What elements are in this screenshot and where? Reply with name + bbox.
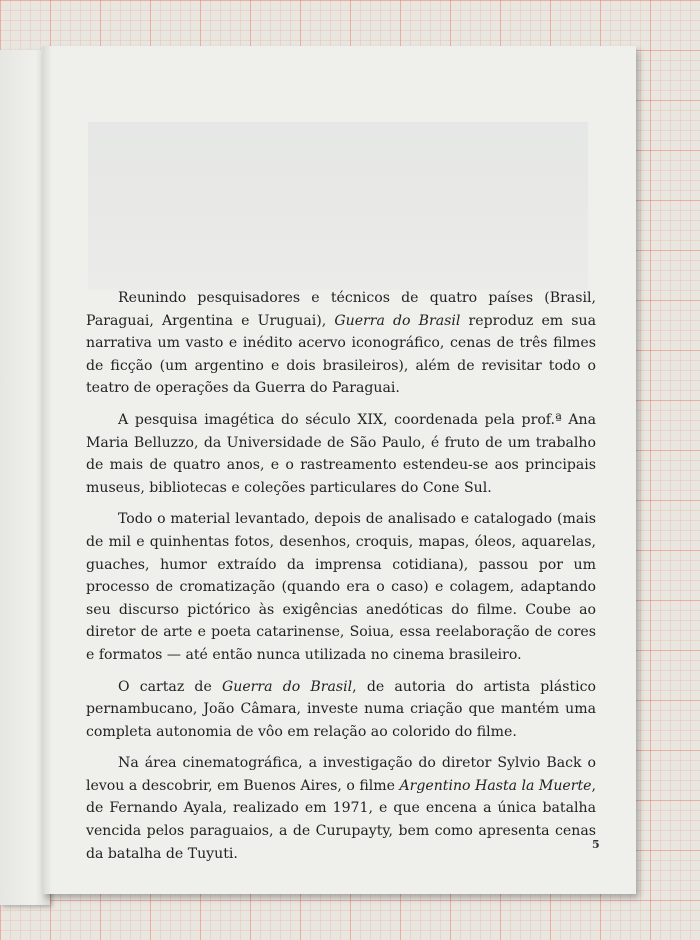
film-title: Argentino Hasta la Muerte bbox=[399, 777, 592, 794]
film-title: Guerra do Brasil bbox=[334, 312, 461, 329]
page-gutter-shadow bbox=[42, 46, 52, 894]
paragraph-3: Todo o material levantado, depois de analisado e catalogado (mais de mil e quinhentas fotos, desenhos, croquis, mapas, óleos, aquarelas, guaches, humor extraído da imprensa cotidiana), passou por um processo de cromatização (quando era o caso) e colagem, adaptando seu discurso pictórico às exigências anedóticas do filme. Coube ao diretor de arte e poeta catarinense, Soiua, essa reelaboração de cores e formatos — até então nunca utilizada no cinema brasileiro. bbox=[86, 511, 596, 663]
body-text bbox=[86, 287, 596, 874]
paragraph-2: A pesquisa imagética do século XIX, coordenada pela prof.ª Ana Maria Belluzzo, da Universidade de São Paulo, é fruto de um trabalho de mais de quatro anos, e o rastreamento estendeu-se aos principais museus, bibliotecas e coleções particulares do Cone Sul. bbox=[86, 411, 596, 496]
page-number: 5 bbox=[592, 838, 600, 851]
film-title: Guerra do Brasil bbox=[221, 678, 353, 695]
show-through-image bbox=[88, 122, 588, 290]
paragraph-5: Na área cinematográfica, a investigação do diretor Sylvio Back o levou a descobrir, em Buenos Aires, o filme Argentino Hasta la Muerte, de Fernando Ayala, realizado em 1971, e que encena a única batalha vencida pelos paraguaios, a de Curupayty, bem como apresenta cenas da batalha de Tuyuti. bbox=[86, 755, 596, 862]
paragraph-4: O cartaz de Guerra do Brasil, de autoria do artista plástico pernambucano, João Câmara, investe numa criação que mantém uma completa autonomia de vôo em relação ao colorido do filme. bbox=[86, 678, 596, 740]
paragraph-1: Reunindo pesquisadores e técnicos de quatro países (Brasil, Paraguai, Argentina e Uruguai), Guerra do Brasil reproduz em sua narrativa um vasto e inédito acervo iconográfico, cenas de três filmes de ficção (um argentino e dois brasileiros), além de revisitar todo o teatro de operações da Guerra do Paraguai. bbox=[86, 290, 596, 397]
